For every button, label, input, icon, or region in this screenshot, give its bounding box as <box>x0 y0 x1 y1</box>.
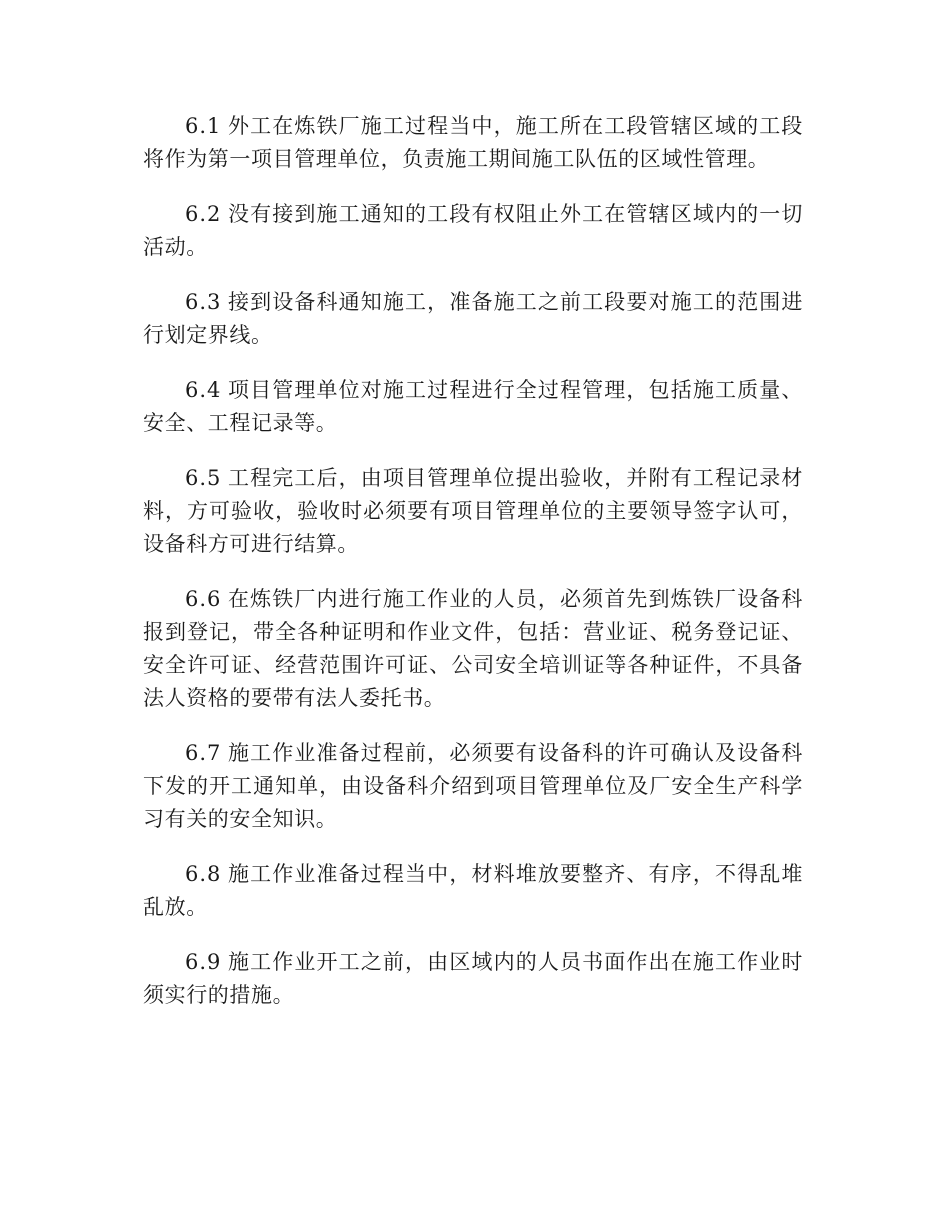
paragraph-text: 外工在炼铁厂施工过程当中，施工所在工段管辖区域的工段将作为第一项目管理单位，负责施工期间施工队伍的区域性管理。 <box>143 114 803 171</box>
paragraph-6-5 <box>143 462 803 561</box>
paragraph-number: 6.5 <box>185 466 222 490</box>
paragraph-6-6 <box>143 583 803 715</box>
paragraph-number: 6.8 <box>185 862 222 886</box>
paragraph-number: 6.2 <box>185 202 222 226</box>
paragraph-text: 在炼铁厂内进行施工作业的人员，必须首先到炼铁厂设备科报到登记，带全各种证明和作业文件，包括：营业证、税务登记证、安全许可证、经营范围许可证、公司安全培训证等各种证件，不具备法人资格的要带有法人委托书。 <box>143 587 803 710</box>
paragraph-text: 接到设备科通知施工，准备施工之前工段要对施工的范围进行划定界线。 <box>143 290 803 347</box>
paragraph-text: 施工作业准备过程前，必须要有设备科的许可确认及设备科下发的开工通知单，由设备科介绍到项目管理单位及厂安全生产科学习有关的安全知识。 <box>143 741 803 831</box>
paragraph-number: 6.4 <box>185 378 222 402</box>
paragraph-text: 没有接到施工通知的工段有权阻止外工在管辖区域内的一切活动。 <box>143 202 803 259</box>
paragraph-6-2 <box>143 198 803 264</box>
paragraph-text: 项目管理单位对施工过程进行全过程管理，包括施工质量、安全、工程记录等。 <box>143 378 803 435</box>
paragraph-number: 6.9 <box>185 950 222 974</box>
paragraph-6-4 <box>143 374 803 440</box>
paragraph-text: 施工作业准备过程当中，材料堆放要整齐、有序，不得乱堆乱放。 <box>143 862 803 919</box>
paragraph-6-9 <box>143 946 803 1012</box>
paragraph-number: 6.3 <box>185 290 222 314</box>
paragraph-number: 6.7 <box>185 741 222 765</box>
paragraph-number: 6.6 <box>185 587 222 611</box>
paragraph-text: 施工作业开工之前，由区域内的人员书面作出在施工作业时须实行的措施。 <box>143 950 803 1007</box>
paragraph-6-8 <box>143 858 803 924</box>
paragraph-text: 工程完工后，由项目管理单位提出验收，并附有工程记录材料，方可验收，验收时必须要有项目管理单位的主要领导签字认可，设备科方可进行结算。 <box>143 466 803 556</box>
paragraph-6-1 <box>143 110 803 176</box>
document-page <box>143 110 803 1034</box>
paragraph-6-7 <box>143 737 803 836</box>
paragraph-number: 6.1 <box>185 114 222 138</box>
paragraph-6-3 <box>143 286 803 352</box>
